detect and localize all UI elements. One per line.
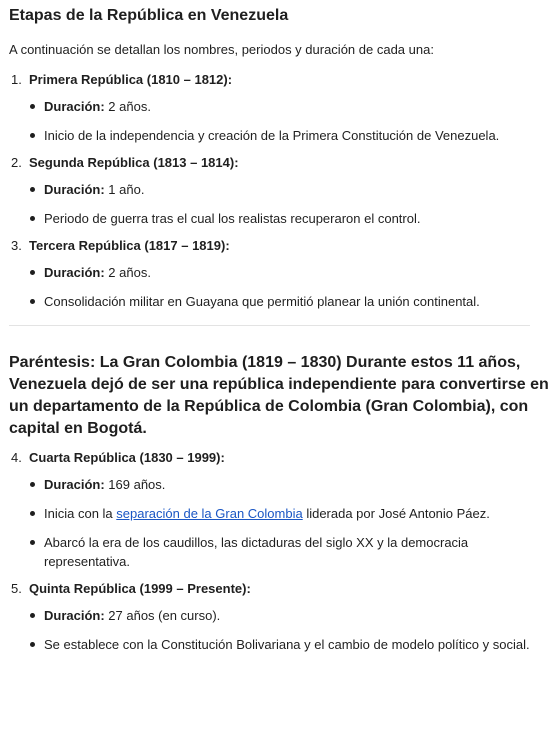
duration-value: 169 años. (104, 477, 166, 492)
description: Periodo de guerra tras el cual los realistas recuperaron el control. (44, 211, 421, 226)
duration-label: Duración: (44, 182, 105, 197)
bullet-list (9, 475, 550, 571)
duration-label: Duración: (44, 608, 105, 623)
description-post: liderada por José Antonio Páez. (302, 506, 490, 521)
list-number: 2. (11, 155, 22, 170)
republic-heading (9, 581, 550, 597)
republic-2-section (9, 155, 550, 228)
republic-name: Quinta República (1999 – Presente): (29, 581, 251, 596)
republic-name: Segunda República (1813 – 1814): (29, 155, 239, 170)
republic-3-section (9, 238, 550, 311)
description: Abarcó la era de los caudillos, las dictaduras del siglo XX y la democracia representativa. (44, 535, 469, 569)
republic-1-section (9, 72, 550, 145)
list-item (9, 97, 550, 116)
republic-heading (9, 450, 550, 466)
page-title: Etapas de la República en Venezuela (9, 7, 289, 24)
bullet-list (9, 606, 550, 654)
bullet-list (9, 97, 550, 145)
duration-value: 2 años. (104, 99, 151, 114)
intro-text: A continuación se detallan los nombres, periodos y duración de cada una: (9, 42, 434, 57)
republic-name: Tercera República (1817 – 1819): (29, 238, 230, 253)
republic-5-section (9, 581, 550, 654)
list-item (9, 126, 550, 145)
duration-label: Duración: (44, 265, 105, 280)
list-item (9, 292, 550, 311)
list-item (9, 180, 550, 199)
republic-name: Primera República (1810 – 1812): (29, 72, 233, 87)
bullet-list (9, 180, 550, 228)
republic-heading (9, 238, 550, 254)
list-number: 3. (11, 238, 22, 253)
republic-heading (9, 72, 550, 88)
section-divider (9, 325, 530, 326)
list-item (9, 475, 550, 494)
gran-colombia-link[interactable]: separación de la Gran Colombia (116, 506, 303, 521)
list-number: 5. (11, 581, 22, 596)
list-item (9, 504, 550, 523)
republic-heading (9, 155, 550, 171)
list-item (9, 606, 550, 625)
list-item (9, 635, 550, 654)
description-pre: Inicia con la (44, 506, 117, 521)
duration-label: Duración: (44, 477, 105, 492)
duration-value: 1 año. (104, 182, 145, 197)
list-item (9, 263, 550, 282)
description: Se establece con la Constitución Bolivariana y el cambio de modelo político y social. (44, 637, 530, 652)
duration-label: Duración: (44, 99, 105, 114)
gran-colombia-heading: Paréntesis: La Gran Colombia (1819 – 1830) Durante estos 11 años, Venezuela dejó de ser una república independiente para convertirse en un departamento de la República de Colombia (Gran Colombia), con capital en Bogotá. (9, 354, 549, 437)
republic-name: Cuarta República (1830 – 1999): (29, 450, 225, 465)
list-item (9, 209, 550, 228)
duration-value: 27 años (en curso). (104, 608, 221, 623)
duration-value: 2 años. (104, 265, 151, 280)
list-number: 1. (11, 72, 22, 87)
republic-4-section (9, 450, 550, 571)
list-number: 4. (11, 450, 22, 465)
bullet-list (9, 263, 550, 311)
description: Consolidación militar en Guayana que permitió planear la unión continental. (44, 294, 480, 309)
list-item (9, 533, 550, 571)
description: Inicio de la independencia y creación de la Primera Constitución de Venezuela. (44, 128, 500, 143)
